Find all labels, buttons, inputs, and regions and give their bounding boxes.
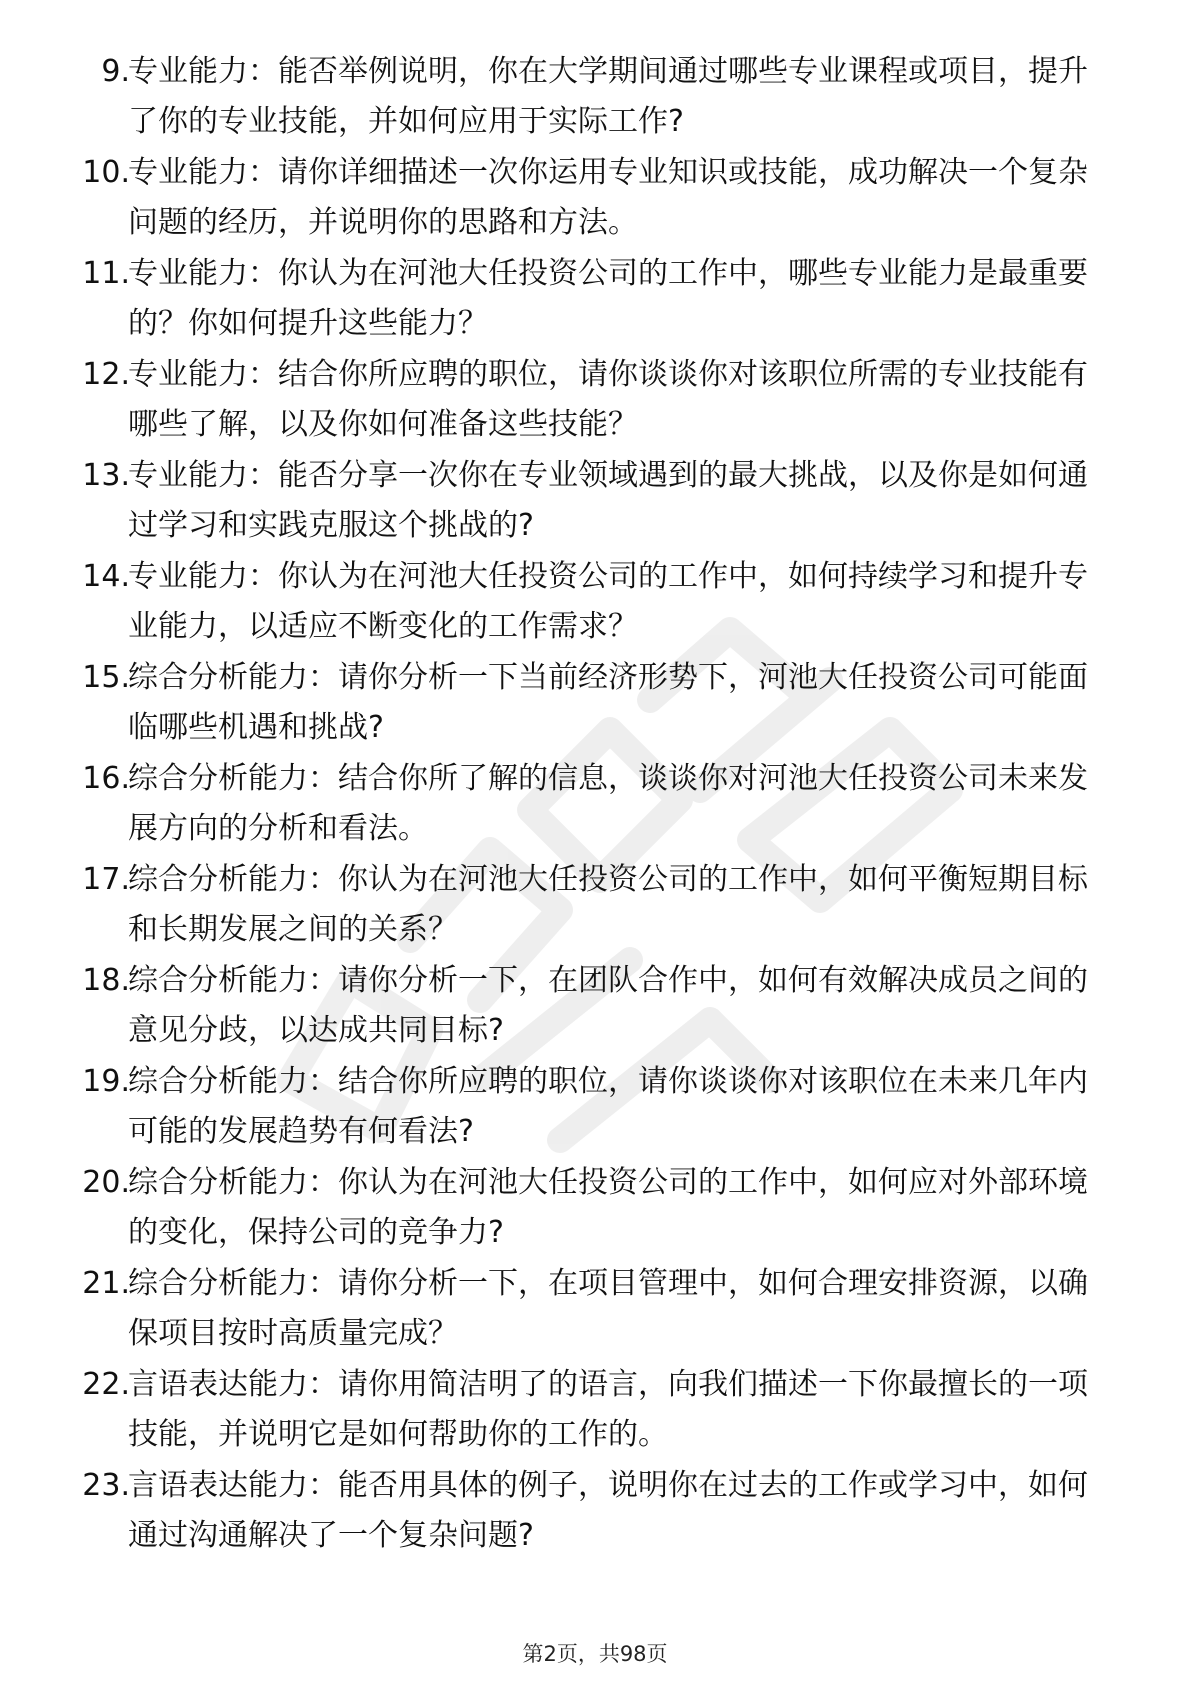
- question-number: 13.: [82, 458, 130, 493]
- question-text: 言语表达能力：请你用简洁明了的语言，向我们描述一下你最擅长的一项技能，并说明它是如何帮助你的工作的。: [128, 1367, 1088, 1452]
- question-text: 言语表达能力：能否用具体的例子，说明你在过去的工作或学习中，如何通过沟通解决了一个复杂问题?: [128, 1468, 1088, 1553]
- question-item: [0, 451, 1190, 552]
- question-text: 综合分析能力：结合你所应聘的职位，请你谈谈你对该职位在未来几年内可能的发展趋势有何看法?: [128, 1064, 1088, 1149]
- question-number: 12.: [82, 357, 130, 392]
- question-number: 14.: [82, 559, 130, 594]
- question-text: 专业能力：你认为在河池大任投资公司的工作中，哪些专业能力是最重要的？你如何提升这些能力？: [128, 256, 1088, 341]
- question-item: [0, 1158, 1190, 1259]
- question-number: 21.: [82, 1266, 130, 1301]
- question-item: [0, 754, 1190, 855]
- question-item: [0, 653, 1190, 754]
- question-item: [0, 1360, 1190, 1461]
- question-text: 专业能力：结合你所应聘的职位，请你谈谈你对该职位所需的专业技能有哪些了解，以及你如何准备这些技能？: [128, 357, 1088, 442]
- question-number: 9.: [101, 54, 130, 89]
- question-number: 19.: [82, 1064, 130, 1099]
- question-list: [0, 47, 1190, 1562]
- question-item: [0, 1461, 1190, 1562]
- question-number: 22.: [82, 1367, 130, 1402]
- question-item: [0, 552, 1190, 653]
- question-number: 16.: [82, 761, 130, 796]
- question-text: 专业能力：能否分享一次你在专业领域遇到的最大挑战，以及你是如何通过学习和实践克服这个挑战的?: [128, 458, 1088, 543]
- question-text: 专业能力：请你详细描述一次你运用专业知识或技能，成功解决一个复杂问题的经历，并说明你的思路和方法。: [128, 155, 1088, 240]
- page-number-label: 第2页，共98页: [522, 1642, 668, 1666]
- question-item: [0, 350, 1190, 451]
- question-item: [0, 47, 1190, 148]
- question-text: 专业能力：能否举例说明，你在大学期间通过哪些专业课程或项目，提升了你的专业技能，并如何应用于实际工作?: [128, 54, 1088, 139]
- question-item: [0, 148, 1190, 249]
- question-item: [0, 249, 1190, 350]
- question-number: 17.: [82, 862, 130, 897]
- question-number: 23.: [82, 1468, 130, 1503]
- question-item: [0, 1259, 1190, 1360]
- question-text: 综合分析能力：请你分析一下，在项目管理中，如何合理安排资源，以确保项目按时高质量完成？: [128, 1266, 1088, 1351]
- question-text: 专业能力：你认为在河池大任投资公司的工作中，如何持续学习和提升专业能力，以适应不断变化的工作需求？: [128, 559, 1088, 644]
- question-number: 10.: [82, 155, 130, 190]
- question-item: [0, 1057, 1190, 1158]
- question-text: 综合分析能力：请你分析一下当前经济形势下，河池大任投资公司可能面临哪些机遇和挑战?: [128, 660, 1088, 745]
- question-text: 综合分析能力：你认为在河池大任投资公司的工作中，如何平衡短期目标和长期发展之间的关系？: [128, 862, 1088, 947]
- question-number: 18.: [82, 963, 130, 998]
- question-text: 综合分析能力：结合你所了解的信息，谈谈你对河池大任投资公司未来发展方向的分析和看法。: [128, 761, 1088, 846]
- page-footer: [0, 1640, 1190, 1668]
- question-item: [0, 956, 1190, 1057]
- question-number: 20.: [82, 1165, 130, 1200]
- question-item: [0, 855, 1190, 956]
- question-text: 综合分析能力：请你分析一下，在团队合作中，如何有效解决成员之间的意见分歧，以达成共同目标?: [128, 963, 1088, 1048]
- question-number: 11.: [82, 256, 130, 291]
- question-number: 15.: [82, 660, 130, 695]
- question-text: 综合分析能力：你认为在河池大任投资公司的工作中，如何应对外部环境的变化，保持公司的竞争力?: [128, 1165, 1088, 1250]
